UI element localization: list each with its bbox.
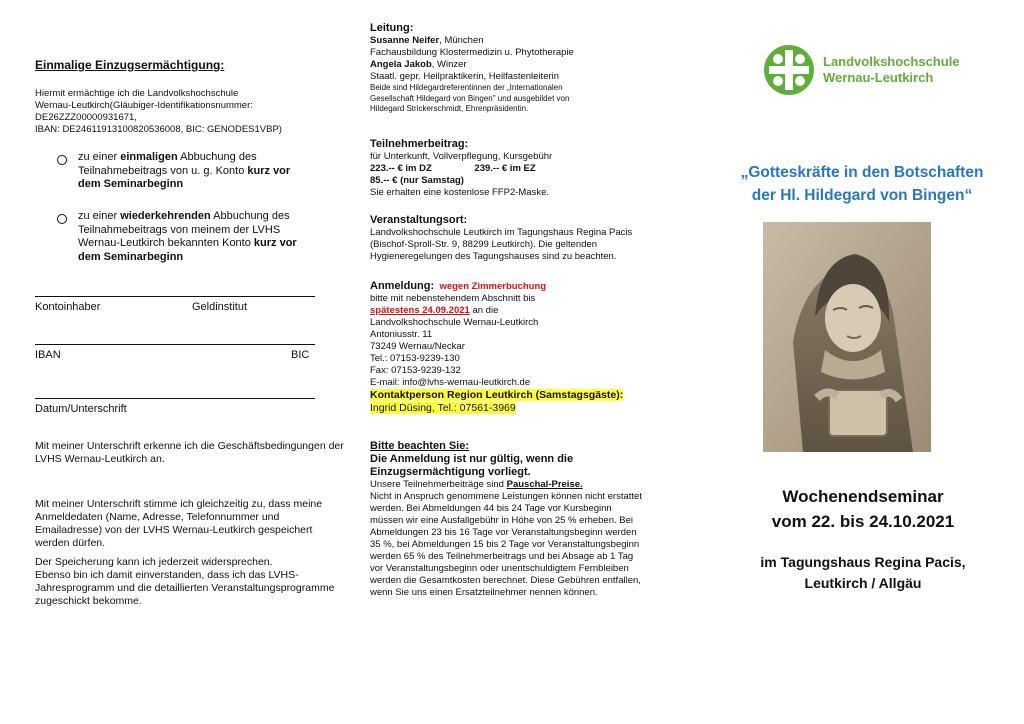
leader-note [370,83,670,115]
date-signature-field[interactable]: Datum/Unterschrift [35,403,127,415]
venue-line: im Tagungshaus Regina Pacis, [760,554,966,570]
leader-2 [370,59,670,71]
reg-deadline-line [370,305,670,317]
notice-text: Nicht in Anspruch genommene Leistungen können nicht erstattet werden. Bei Abmeldungen 44 bis 24 Tage vor Kursbeginn müssen wir eine Ausfallgebühr in Höhe von 25 % erheben. Bei Abmeldungen 23 bis 16 Tage vor Veranstaltungsbeginn werden 35 %, bei Abmeldungen 15 bis 2 Tage vor Veranstaltungsbeginn werden 65 % des Teilnehmerbeitrags und bei Absage ab 1 Tag vor Veranstaltungsbeginn oder unentschuldigtem Fernbleiben werden die Gesamtkosten berechnet. Diese Gebühren entfallen, wenn Sie uns einen Ersatzteilnehmer nennen können. [370,491,642,598]
reg-instruction: bitte mit nebenstehendem Abschnitt bis [370,293,536,304]
phone: Tel.: 07153-9239-130 [370,353,460,364]
option-emphasis: wiederkehrenden [120,210,211,222]
notice-pauschal [370,479,670,491]
consent-data: Mit meiner Unterschrift stimme ich gleichzeitig zu, dass meine Anmeldedaten (Name, Adresse, Telefonnummer und Emailadresse) von der LVHS Wernau-Leutkirch gespeichert werden dürfen. [35,498,323,549]
contact-name: Ingrid Düsing, Tel.: 07561-3969 [370,402,516,414]
venue-section [370,214,670,263]
hildegard-statue-photo [763,222,931,452]
contact-heading: Kontaktperson Region Leutkirch (Samstagsgäste): [370,389,624,401]
reg-deadline-after: an die [469,305,499,316]
consent-withdraw: Der Speicherung kann ich jederzeit widersprechen. [35,556,273,568]
section-heading: Leitung: [370,22,414,34]
seminar-title [712,161,1012,207]
intro-line: DE26ZZZ00000931671, [35,112,137,123]
leader-name: Angela Jakob [370,59,432,70]
iban-field[interactable]: IBAN [35,349,61,361]
logo-line: Landvolkshochschule [823,54,960,69]
divider [35,398,315,399]
price-saturday: 85.-- € (nur Samstag) [370,175,464,186]
address-line: Antoniusstr. 11 [370,329,433,340]
fax: Fax: 07153-9239-132 [370,365,461,376]
title-line: der Hl. Hildegard von Bingen“ [751,187,973,204]
intro-line: Hiermit ermächtige ich die Landvolkshochschule [35,88,239,99]
note-line: Beide sind Hildegardreferentinnen der „Internationalen [370,83,563,92]
option-text: Abbuchung des Teilnahmebeitrags von meinem der LVHS Wernau-Leutkirch bekannten Konto [78,210,290,249]
option-text: zu einer [78,151,121,163]
consent-program: Ebenso bin ich damit einverstanden, dass ich das LVHS-Jahresprogramm und die detaillierten Veranstaltungsprogramme zugeschickt bekomme. [35,569,335,607]
consent-terms: Mit meiner Unterschrift erkenne ich die Geschäftsbedingungen der LVHS Wernau-Leutkirch an. [35,440,344,465]
leader-city: , Winzer [431,59,467,70]
option-text: Abbuchung des Teilnahmebeitrags von u. g. Konto [78,151,257,177]
option-text: zu einer [78,210,121,222]
notice-bold: Einzugsermächtigung vorliegt. [370,466,531,478]
seminar-type: Wochenendseminar [782,487,944,506]
bic-field[interactable]: BIC [291,349,310,361]
email-link[interactable]: E-mail: info@lvhs-wernau-leutkirch.de [370,377,531,388]
mandate-intro [35,88,335,136]
fee-includes: für Unterkunft, Vollverpflegung, Kursgebühr [370,151,553,162]
venue-line: Leutkirch / Allgäu [804,575,922,591]
leader-city: , München [439,35,484,46]
note-line: Hildegard Strickerschmidt, Ehrenpräsidentin. [370,104,529,113]
leader-1 [370,35,670,47]
notice-section [370,440,670,599]
seminar-dates: vom 22. bis 24.10.2021 [771,512,955,531]
room-note: wegen Zimmerbuchung [439,281,547,292]
option-single-text [78,151,293,192]
intro-line: IBAN: DE24611913100820536008, BIC: GENODES1VBP) [35,124,282,135]
option-single-radio[interactable] [57,155,67,165]
title-line: „Gotteskräfte in den Botschaften [740,164,984,181]
price-double: 223.-- € im DZ [370,163,432,174]
address-line: Landvolkshochschule Wernau-Leutkirch [370,317,539,328]
option-recurring-text [78,210,318,264]
seminar-date [713,484,1013,534]
bank-field[interactable]: Geldinstitut [192,301,248,313]
section-heading: Bitte beachten Sie: [370,440,470,452]
logo-text [823,54,960,86]
ffp2-note: Sie erhalten eine kostenlose FFP2-Maske. [370,187,550,198]
option-emphasis: kurz vor dem Seminarbeginn [78,164,291,190]
price-single: 239.-- € im EZ [474,163,536,174]
section-heading: Teilnehmerbeitrag: [370,138,469,150]
leader-1-desc: Fachausbildung Klostermedizin u. Phytotherapie [370,47,574,58]
notice-text: Unsere Teilnehmerbeiträge sind [370,479,507,490]
intro-line: Wernau-Leutkirch(Gläubiger-Identifikationsnummer: [35,100,253,111]
section-heading: Veranstaltungsort: [370,214,468,226]
venue-text: Landvolkshochschule Leutkirch im Tagungshaus Regina Pacis (Bischof-Sproll-Str. 9, 88299 Leutkirch). Die geltenden Hygieneregelungen des Tagungshauses sind zu beachten. [370,227,633,262]
option-emphasis: einmaligen [120,151,178,163]
fee-section [370,138,670,199]
address-line: 73249 Wernau/Neckar [370,341,465,352]
divider [35,296,315,297]
lvhs-logo-icon [763,44,815,96]
option-recurring-radio[interactable] [57,214,67,224]
leader-name: Susanne Neifer [370,35,440,46]
section-heading: Anmeldung: [370,280,435,292]
fee-prices [370,163,670,175]
registration-section [370,280,670,415]
note-line: Gesellschaft Hildegard von Bingen" und ausgebildet von [370,93,570,103]
reg-deadline: spätestens 24.09.2021 [370,305,470,316]
option-emphasis: kurz vor dem Seminarbeginn [78,237,297,263]
leitung-section [370,22,670,115]
notice-pauschal-label: Pauschal-Preise. [506,479,583,490]
seminar-venue [713,552,1013,594]
leader-2-desc: Staatl. gepr. Heilpraktikerin, Heilfastenleiterin [370,71,560,82]
notice-bold: Die Anmeldung ist nur gültig, wenn die [370,453,574,465]
mandate-heading: Einmalige Einzugsermächtigung: [35,58,225,72]
account-holder-field[interactable]: Kontoinhaber [35,301,101,313]
logo-line: Wernau-Leutkirch [823,70,934,85]
divider [35,344,315,345]
